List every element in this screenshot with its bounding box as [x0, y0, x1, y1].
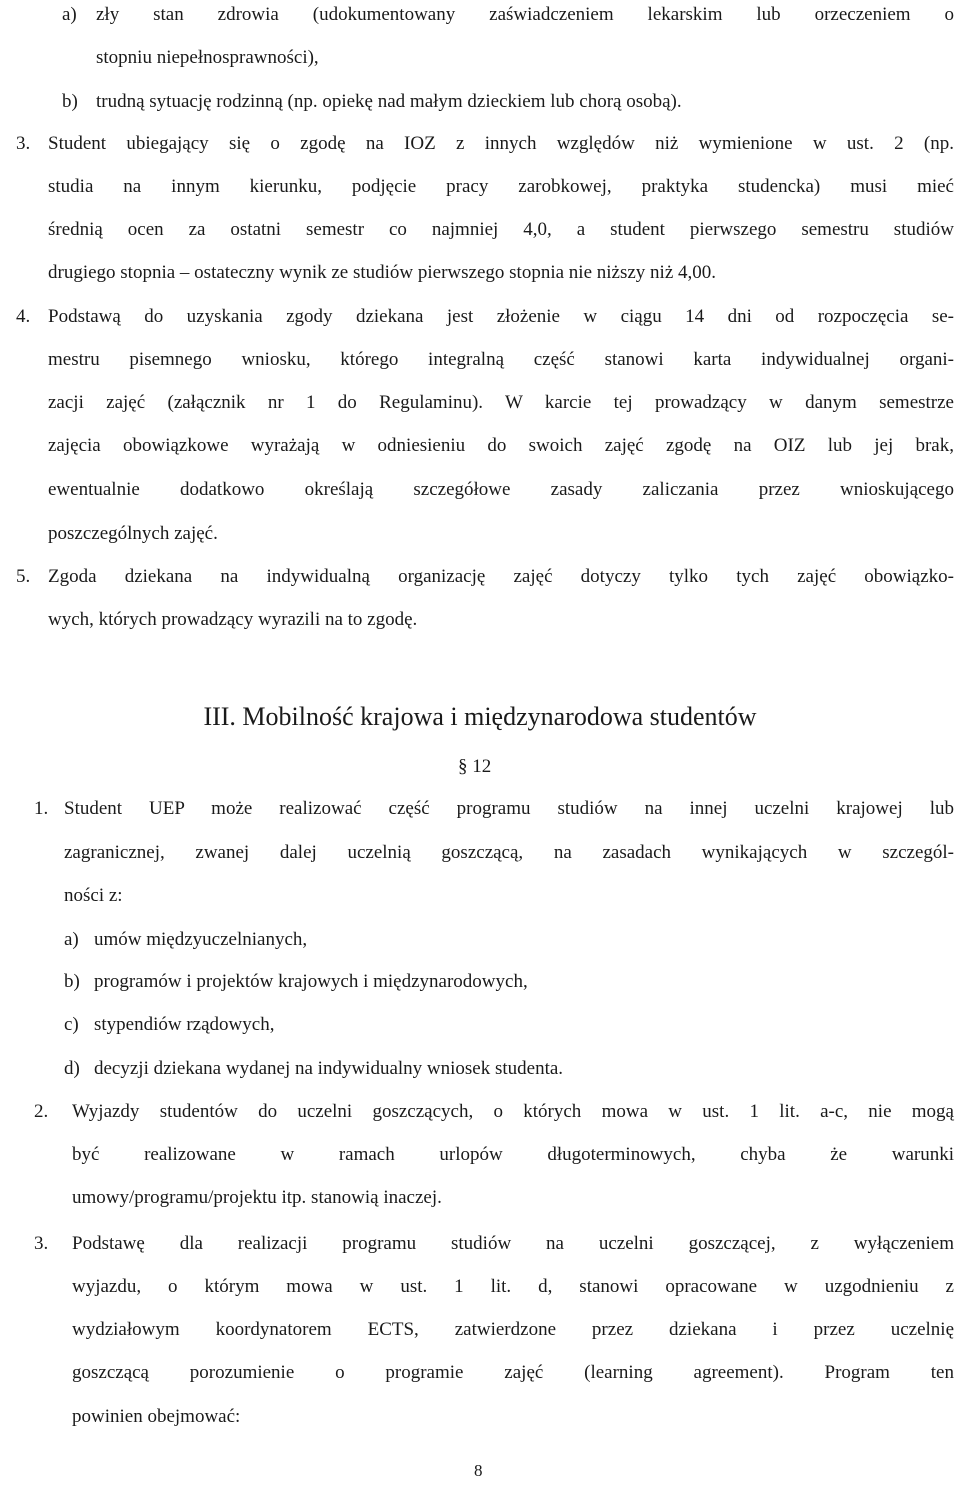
- list-item-text: umów międzyuczelnianych,: [94, 929, 308, 950]
- paragraph-line: zacji zajęć (załącznik nr 1 do Regulaminu). W karcie tej prowadzący w danym semestrze: [48, 392, 954, 413]
- paragraph-line: zagranicznej, zwanej dalej uczelnią goszczącą, na zasadach wynikających w szczegól-: [64, 842, 954, 863]
- paragraph-line: średnią ocen za ostatni semestr co najmniej 4,0, a student pierwszego semestru studiów: [48, 219, 954, 240]
- paragraph-line: wydziałowym koordynatorem ECTS, zatwierdzone przez dziekana i przez uczelnię: [72, 1319, 954, 1340]
- paragraph-line: umowy/programu/projektu itp. stanowią inaczej.: [72, 1187, 442, 1208]
- list-marker: c): [64, 1014, 79, 1035]
- paragraph-line: wych, których prowadzący wyrazili na to zgodę.: [48, 609, 418, 630]
- section-heading: III. Mobilność krajowa i międzynarodowa studentów: [203, 702, 757, 731]
- list-item-text: decyzji dziekana wydanej na indywidualny wniosek studenta.: [94, 1058, 564, 1079]
- list-marker: a): [62, 4, 77, 25]
- item-number: 3.: [16, 133, 31, 154]
- list-marker: a): [64, 929, 79, 950]
- paragraph-line: Wyjazdy studentów do uczelni goszczących, o których mowa w ust. 1 lit. a-c, nie mogą: [72, 1101, 954, 1122]
- paragraph-line: Student ubiegający się o zgodę na IOZ z innych względów niż wymienione w ust. 2 (np.: [48, 133, 954, 154]
- list-item-text: stypendiów rządowych,: [94, 1014, 275, 1035]
- paragraph-mark: § 12: [458, 756, 492, 777]
- paragraph-line: poszczególnych zajęć.: [48, 523, 218, 544]
- paragraph-line: mestru pisemnego wniosku, którego integralną część stanowi karta indywidualnej organi-: [48, 349, 954, 370]
- item-number: 3.: [34, 1233, 49, 1254]
- item-number: 5.: [16, 566, 31, 587]
- page-number: 8: [474, 1461, 483, 1480]
- paragraph-line: drugiego stopnia – ostateczny wynik ze studiów pierwszego stopnia nie niższy niż 4,00.: [48, 262, 717, 283]
- list-marker: b): [64, 971, 80, 992]
- list-marker: d): [64, 1058, 80, 1079]
- item-number: 4.: [16, 306, 31, 327]
- paragraph-line: wyjazdu, o którym mowa w ust. 1 lit. d, stanowi opracowane w uzgodnieniu z: [72, 1276, 954, 1297]
- list-item-text: zły stan zdrowia (udokumentowany zaświadczeniem lekarskim lub orzeczeniem o: [96, 4, 954, 25]
- item-number: 1.: [34, 798, 49, 819]
- paragraph-line: być realizowane w ramach urlopów długoterminowych, chyba że warunki: [72, 1144, 954, 1165]
- paragraph-line: Zgoda dziekana na indywidualną organizację zajęć dotyczy tylko tych zajęć obowiązko-: [48, 566, 954, 587]
- paragraph-line: powinien obejmować:: [72, 1406, 241, 1427]
- paragraph-line: ności z:: [64, 885, 123, 906]
- list-marker: b): [62, 91, 78, 112]
- list-item-text: trudną sytuację rodzinną (np. opiekę nad małym dzieckiem lub chorą osobą).: [96, 91, 682, 112]
- paragraph-line: Podstawę dla realizacji programu studiów na uczelni goszczącej, z wyłączeniem: [72, 1233, 954, 1254]
- list-item-text: programów i projektów krajowych i międzynarodowych,: [94, 971, 528, 992]
- paragraph-line: goszczącą porozumienie o programie zajęć (learning agreement). Program ten: [72, 1362, 954, 1383]
- list-item-text: stopniu niepełnosprawności),: [96, 47, 319, 68]
- paragraph-line: Podstawą do uzyskania zgody dziekana jest złożenie w ciągu 14 dni od rozpoczęcia se-: [48, 306, 954, 327]
- paragraph-line: studia na innym kierunku, podjęcie pracy zarobkowej, praktyka studencka) musi mieć: [48, 176, 954, 197]
- item-number: 2.: [34, 1101, 49, 1122]
- paragraph-line: ewentualnie dodatkowo określają szczegółowe zasady zaliczania przez wnioskującego: [48, 479, 954, 500]
- paragraph-line: zajęcia obowiązkowe wyrażają w odniesieniu do swoich zajęć zgodę na OIZ lub jej brak,: [48, 435, 954, 456]
- paragraph-line: Student UEP może realizować część programu studiów na innej uczelni krajowej lub: [64, 798, 954, 819]
